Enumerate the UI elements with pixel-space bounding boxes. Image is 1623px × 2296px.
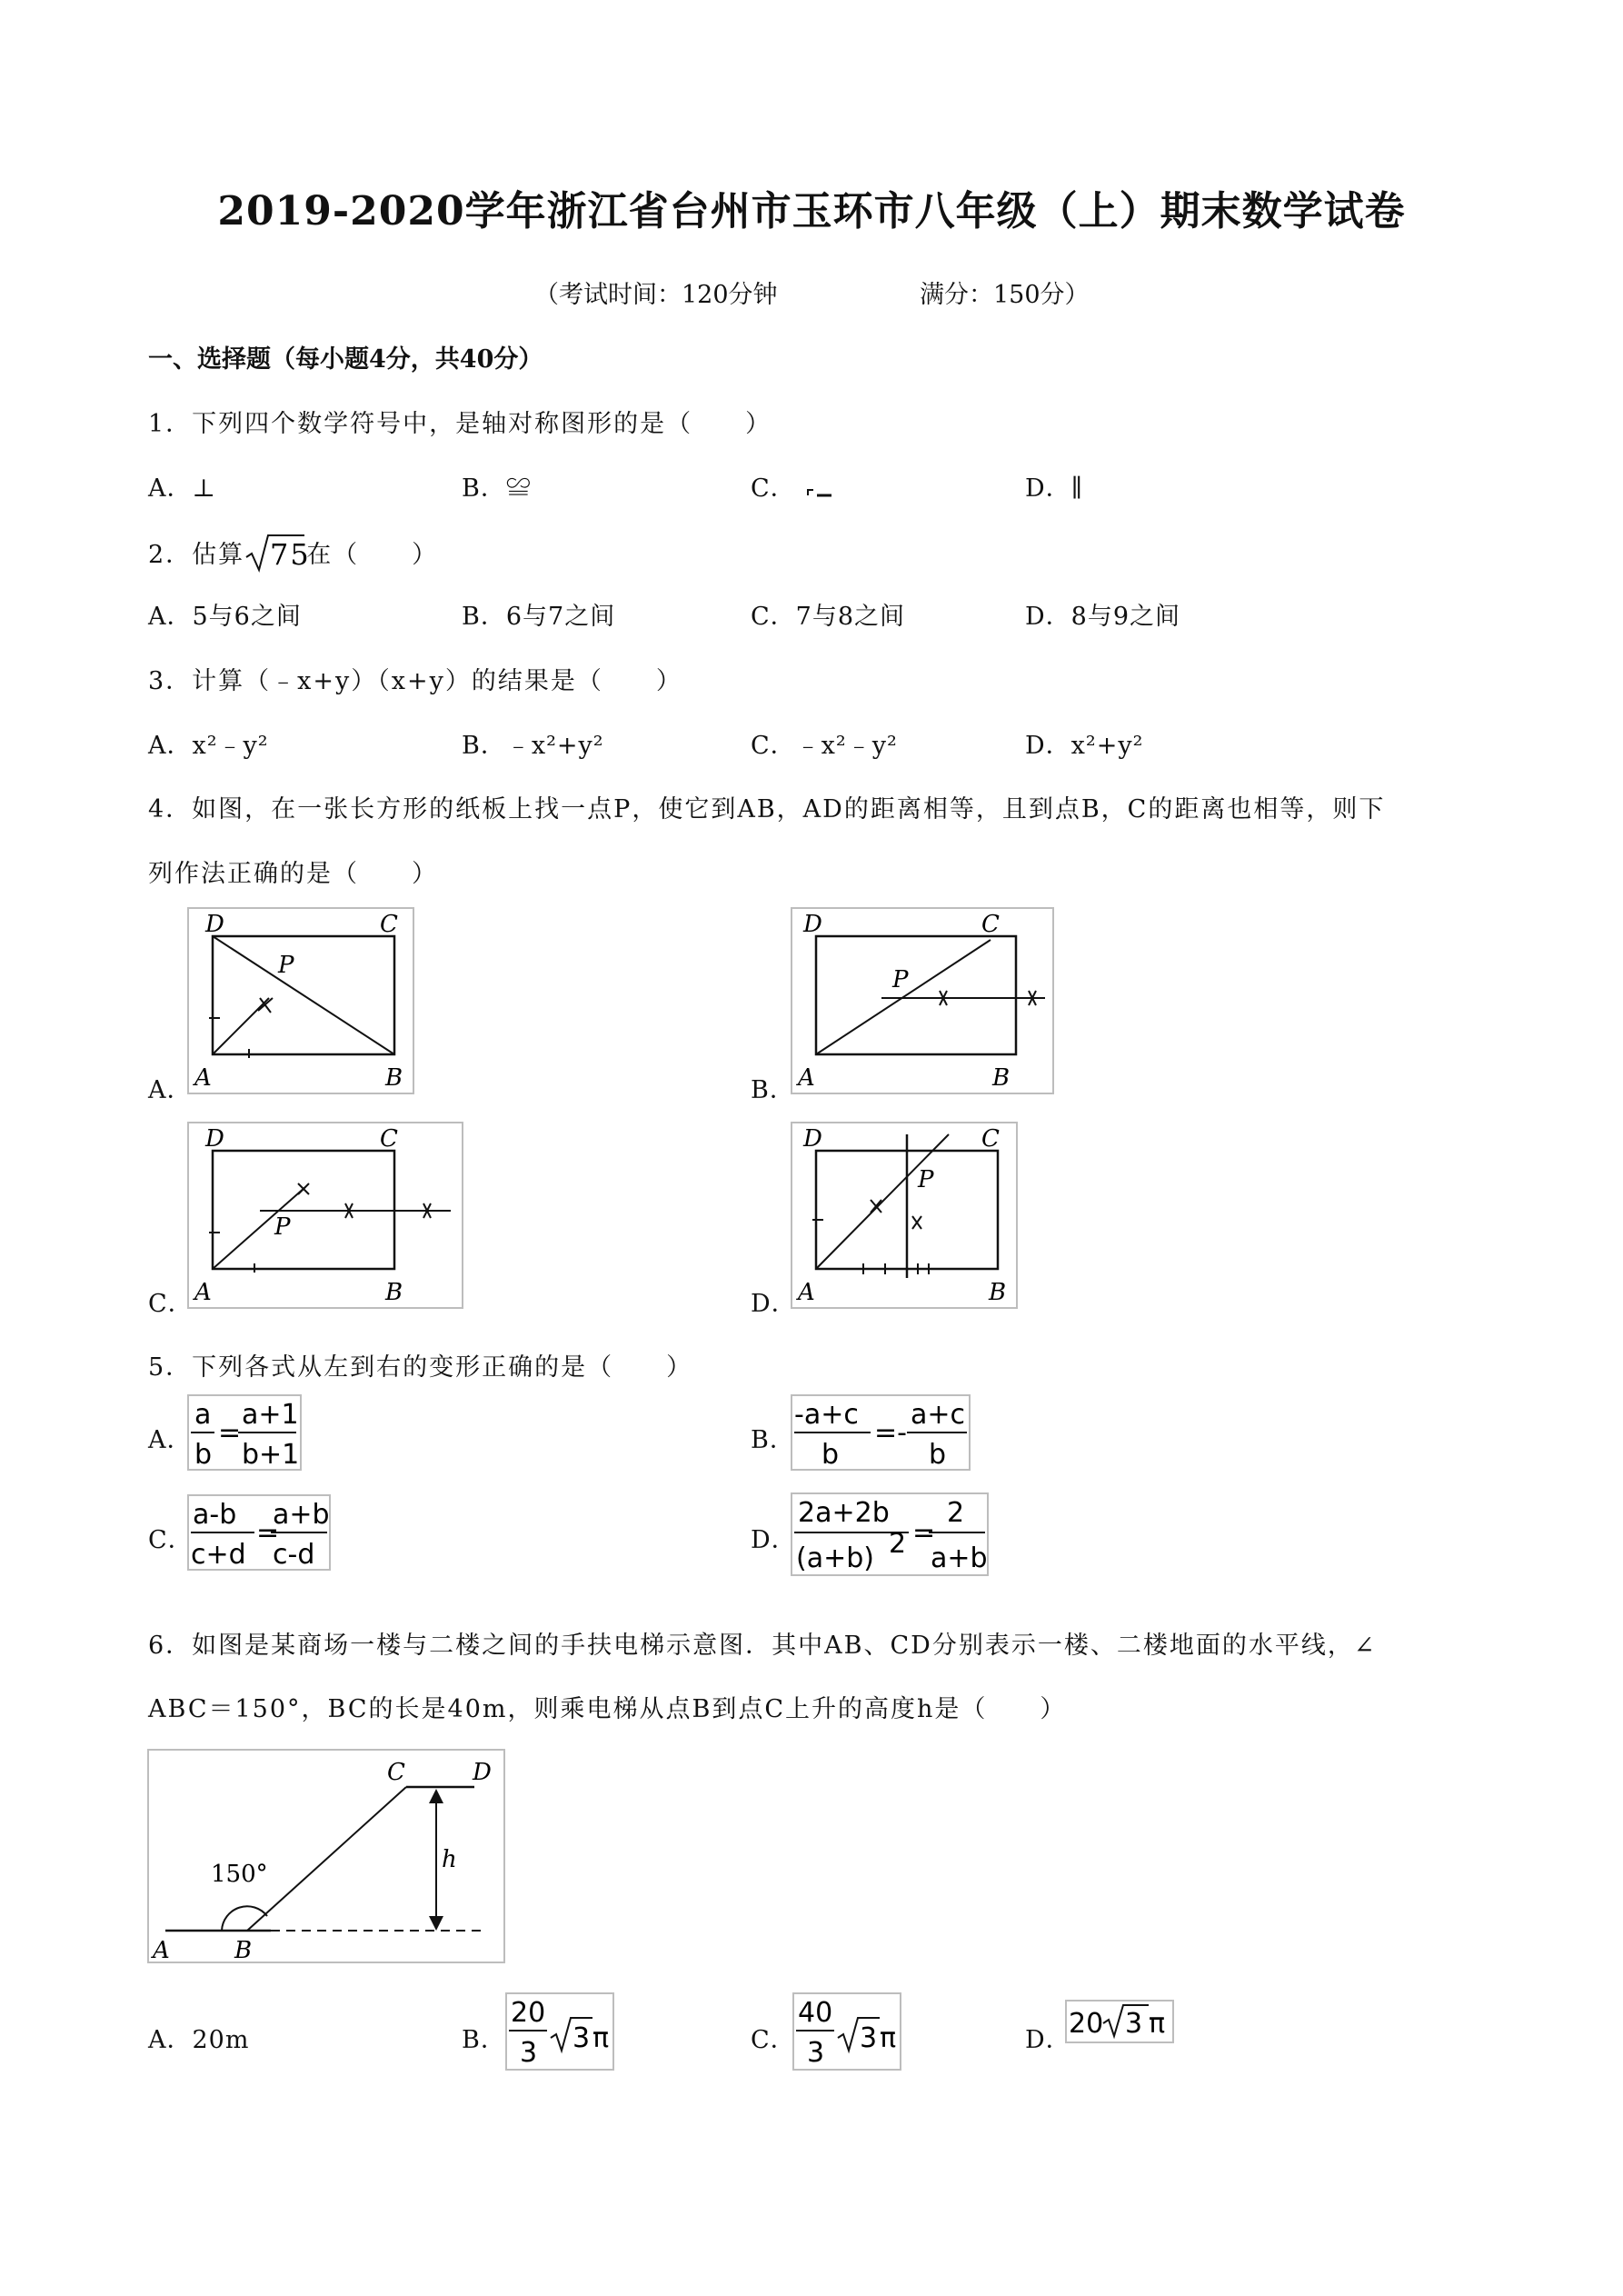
label-b: B <box>992 1064 1011 1092</box>
q1-option-c <box>751 468 835 504</box>
q6-b-denominator: 3 <box>520 2037 538 2069</box>
exam-time: （考试时间：120分钟 <box>534 281 778 309</box>
label-a: A <box>194 1279 212 1306</box>
q6-c-pi: π <box>880 2022 897 2054</box>
label-d: D <box>473 1759 492 1786</box>
formula-d-exponent: 2 <box>889 1528 907 1560</box>
q3-option-a: A．x²﹣y² <box>148 732 269 760</box>
label-b: B <box>385 1064 403 1092</box>
arc-mark-icon <box>912 1216 921 1229</box>
arc-mark-icon <box>258 998 273 1013</box>
q1-option-b: B．≌ <box>462 474 532 503</box>
arc-mark-icon <box>298 1183 309 1194</box>
formula-d-left-numerator: 2a+2b <box>798 1497 890 1529</box>
q5-formula-d <box>791 1492 989 1576</box>
q4-figure-b <box>791 907 1054 1094</box>
formula-a-right-denominator: b+1 <box>242 1439 300 1471</box>
q4-option-a: A． <box>148 1076 193 1104</box>
arrow-up-icon <box>429 1789 443 1803</box>
q5-formula-a <box>187 1394 302 1471</box>
q5-option-a: A． <box>148 1426 193 1454</box>
angle-bisector-a <box>816 1134 949 1269</box>
q6-d-coefficient: 20 <box>1069 2008 1104 2040</box>
q2-radicand: 75 <box>270 537 311 572</box>
q6-b-numerator: 20 <box>511 1997 546 2029</box>
question-2-stem <box>148 532 438 574</box>
equals-sign: = <box>218 1417 242 1449</box>
formula-b-right-denominator: b <box>929 1439 947 1471</box>
q6-option-a: A．20m <box>148 2026 250 2054</box>
q2-stem-after: 在（ ） <box>306 541 439 569</box>
question-4-stem-line-2: 列作法正确的是（ ） <box>148 860 438 888</box>
question-1-stem: 1．下列四个数学符号中，是轴对称图形的是（ ） <box>148 410 772 438</box>
q1-option-c-label: C． <box>751 474 796 503</box>
q6-option-d: D． <box>1025 2026 1071 2054</box>
label-p: P <box>274 1213 291 1241</box>
tilde-arrow-symbol-icon <box>804 479 835 501</box>
line-bc <box>247 1787 406 1931</box>
q2-option-b: B．6与7之间 <box>462 603 616 631</box>
q4-figure-d <box>791 1122 1018 1309</box>
label-c: C <box>387 1759 405 1786</box>
q3-option-c: C．﹣x²﹣y² <box>751 732 898 760</box>
formula-d-left-denominator: (a+b) <box>796 1542 874 1574</box>
label-d: D <box>803 911 822 938</box>
q6-b-radicand: 3 <box>573 2022 591 2054</box>
label-b: B <box>989 1279 1007 1306</box>
question-4-stem-line-1: 4．如图，在一张长方形的纸板上找一点P，使它到AB，AD的距离相等，且到点B，C的距离也相等，则下 <box>148 795 1386 824</box>
page-title: 2019-2020学年浙江省台州市玉环市八年级（上）期末数学试卷 <box>217 188 1406 235</box>
arc-mark-icon <box>871 1200 881 1213</box>
label-a: A <box>153 1937 170 1964</box>
question-5-stem: 5．下列各式从左到右的变形正确的是（ ） <box>148 1353 693 1382</box>
square-root-sign-icon <box>244 532 311 574</box>
label-c: C <box>981 1125 1000 1153</box>
q6-option-b: B． <box>462 2026 506 2054</box>
q4-option-b: B． <box>751 1076 795 1104</box>
label-c: C <box>380 1125 398 1153</box>
label-c: C <box>981 911 1000 938</box>
q2-option-a: A．5与6之间 <box>148 603 302 631</box>
q6-c-denominator: 3 <box>807 2037 825 2069</box>
equals-minus-sign: =- <box>874 1417 907 1449</box>
formula-a-right-numerator: a+1 <box>242 1399 299 1431</box>
q2-stem-before: 2．估算 <box>148 541 245 569</box>
q3-option-b: B．﹣x²+y² <box>462 732 604 760</box>
label-p: P <box>278 952 294 979</box>
q6-b-pi: π <box>592 2022 610 2054</box>
q4-option-c: C． <box>148 1290 194 1318</box>
label-h: h <box>442 1846 457 1873</box>
q4-figure-a <box>187 907 414 1094</box>
question-3-stem: 3．计算（﹣x+y）（x+y）的结果是（ ） <box>148 667 682 695</box>
label-a: A <box>194 1064 212 1092</box>
q6-c-numerator: 40 <box>798 1997 833 2029</box>
label-a: A <box>798 1279 815 1306</box>
angle-label: 150° <box>211 1861 268 1888</box>
diagonal-db <box>213 936 394 1054</box>
formula-c-left-denominator: c+d <box>191 1539 246 1571</box>
q6-d-radicand: 3 <box>1125 2008 1143 2040</box>
formula-b-right-numerator: a+c <box>911 1399 966 1431</box>
full-score: 满分：150分） <box>920 281 1090 309</box>
q2-option-c: C．7与8之间 <box>751 603 906 631</box>
q4-figure-c <box>187 1122 463 1309</box>
q3-option-d: D．x²+y² <box>1025 732 1144 760</box>
label-a: A <box>798 1064 815 1092</box>
formula-b-left-numerator: -a+c <box>794 1399 859 1431</box>
formula-a-left-denominator: b <box>194 1439 213 1471</box>
label-p: P <box>918 1166 934 1193</box>
label-d: D <box>803 1125 822 1153</box>
formula-c-right-denominator: c-d <box>273 1539 315 1571</box>
q1-option-a: A．⊥ <box>148 474 216 503</box>
q5-option-b: B． <box>751 1426 795 1454</box>
q6-d-pi: π <box>1149 2008 1166 2040</box>
formula-b-left-denominator: b <box>821 1439 840 1471</box>
q6-option-c: C． <box>751 2026 796 2054</box>
q2-option-d: D．8与9之间 <box>1025 603 1181 631</box>
formula-c-right-numerator: a+b <box>273 1499 330 1531</box>
equals-sign: = <box>256 1517 280 1549</box>
label-c: C <box>380 911 398 938</box>
q6-formula-b <box>505 1992 614 2071</box>
q5-option-d: D． <box>751 1526 797 1554</box>
q6-c-radicand: 3 <box>860 2022 878 2054</box>
q5-option-c: C． <box>148 1526 194 1554</box>
label-d: D <box>205 1125 224 1153</box>
formula-d-right-numerator: 2 <box>947 1497 965 1529</box>
rectangle-abcd <box>816 936 1016 1054</box>
angle-bisector-a <box>213 998 269 1054</box>
q6-formula-d <box>1065 2000 1174 2043</box>
escalator-figure <box>147 1749 505 1963</box>
question-6-stem-line-2: ABC＝150°，BC的长是40m，则乘电梯从点B到点C上升的高度h是（ ） <box>148 1695 1067 1723</box>
label-b: B <box>385 1279 403 1306</box>
question-6-stem-line-1: 6．如图是某商场一楼与二楼之间的手扶电梯示意图．其中AB、CD分别表示一楼、二楼地面的水平线，∠ <box>148 1632 1377 1660</box>
label-b: B <box>234 1937 253 1964</box>
formula-a-left-numerator: a <box>194 1399 212 1431</box>
arrow-down-icon <box>429 1916 443 1931</box>
q5-formula-b <box>791 1394 971 1471</box>
formula-d-right-denominator: a+b <box>931 1542 988 1574</box>
q4-option-d: D． <box>751 1290 797 1318</box>
label-d: D <box>205 911 224 938</box>
q5-formula-c <box>187 1494 331 1571</box>
formula-c-left-numerator: a-b <box>193 1499 237 1531</box>
section-heading: 一、选择题（每小题4分，共40分） <box>148 345 543 374</box>
q1-option-d: D．∥ <box>1025 474 1084 503</box>
angle-bisector-a <box>213 1187 305 1269</box>
q6-formula-c <box>792 1992 901 2071</box>
equals-sign: = <box>912 1517 936 1549</box>
label-p: P <box>892 966 909 993</box>
